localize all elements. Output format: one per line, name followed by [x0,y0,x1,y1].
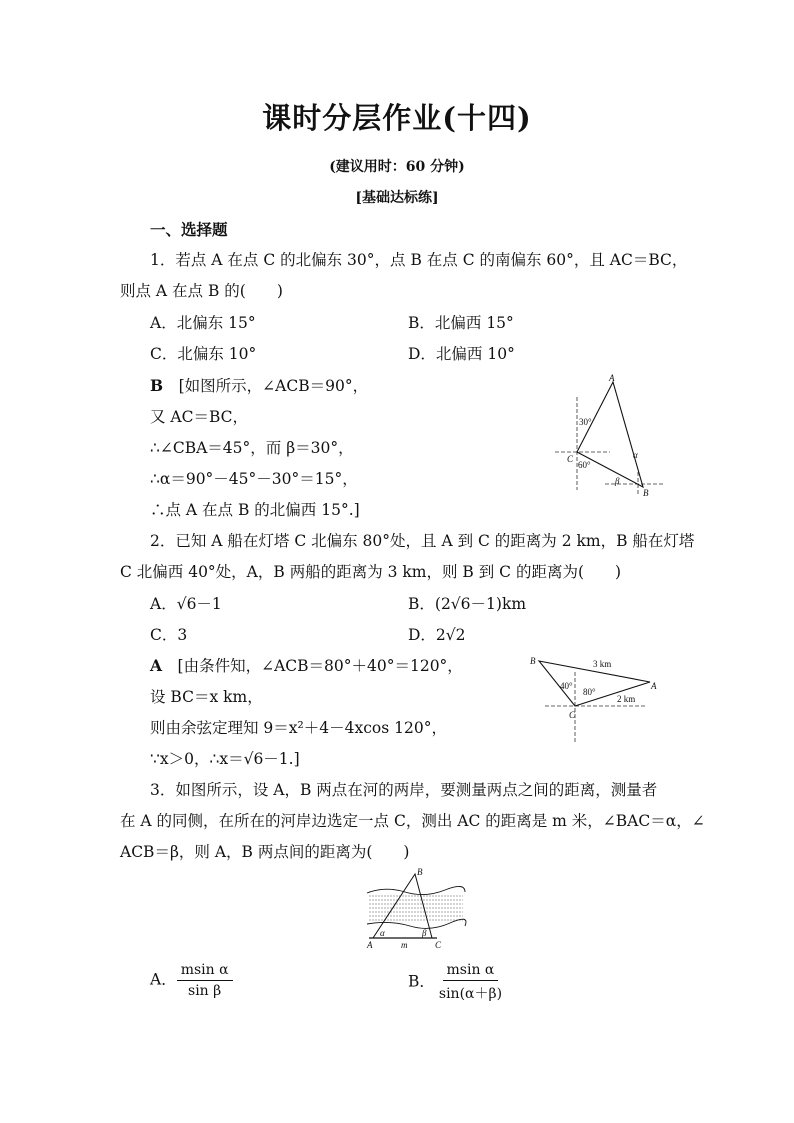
q1-angle-alpha: α [633,450,638,460]
q1-angle-60: 60° [578,460,591,470]
q3-stem-line2: 在 A 的同侧，在所在的河岸边选定一点 C，测出 AC 的距离是 m 米，∠BAC＝α，∠ [120,812,705,830]
q1-option-b: B．北偏西 15° [408,314,514,332]
q1-label-b: B [643,488,649,497]
q3-label-m: m [401,940,408,950]
q2-label-b: B [530,656,536,666]
q1-angle-30: 30° [579,417,592,427]
q1-stem-line2: 则点 A 在点 B 的( ) [120,282,283,300]
q3-label-b: B [417,867,423,877]
q1-angle-beta: β [615,476,620,486]
q2-stem-line1: 2．已知 A 船在灯塔 C 北偏东 80°处，且 A 到 C 的距离为 2 km，B 船在灯塔 [150,532,695,550]
q2-distance-3km: 3 km [593,659,612,669]
q3-option-b: B． $\frac{\text{msin α}}{\sin(\alpha+\beta)}$ [408,962,506,1003]
q3-option-b-fraction: $\frac{\text{msin α}}{\sin(\alpha+\beta)}$ [438,962,503,1002]
q3-stem-line3: ACB＝β，则 A，B 两点间的距离为( ) [120,843,410,861]
q1-solution-line4: ∴α＝90°－45°－30°＝15°， [150,470,358,488]
q1-answer: B [150,376,164,395]
q1-solution-line1: B [如图所示，∠ACB＝90°， [150,376,369,395]
q1-option-c: C．北偏东 10° [150,345,257,363]
q2-option-d: D．2√2 [408,626,466,644]
q3-far-bank [367,886,465,894]
q3-option-a: A． $\frac{\text{msin α}}{\text{sin β}}$ [150,962,233,999]
q3-figure [355,866,470,951]
q2-option-b: B．(2√6－1)km [408,595,527,613]
q3-angle-beta: β [422,928,427,938]
q2-option-c: C．3 [150,626,188,644]
q1-solution-line5: ∴点 A 在点 B 的北偏西 15°.] [150,501,360,519]
q2-distance-2km: 2 km [617,694,636,704]
q2-label-a: A [651,681,657,691]
q3-stem-line1: 3．如图所示，设 A，B 两点在河的两岸，要测量两点之间的距离，测量者 [150,781,658,799]
q1-stem-line1: 1．若点 A 在点 C 的北偏东 30°，点 B 在点 C 的南偏东 60°，且 AC＝BC， [150,251,688,269]
level-label: [基础达标练] [355,190,439,206]
q1-figure [545,372,670,497]
q3-angle-alpha: α [380,928,385,938]
section-heading: 一、选择题 [150,220,228,239]
q1-triangle [577,382,643,487]
q3-option-a-fraction: $\frac{\text{msin α}}{\text{sin β}}$ [177,962,233,999]
q2-stem-line2: C 北偏西 40°处，A，B 两船的距离为 3 km，则 B 到 C 的距离为( ) [120,563,622,581]
q2-solution-line3: 则由余弦定理知 9＝x²＋4－4xcos 120°， [150,719,447,737]
q2-angle-80: 80° [583,687,596,697]
page-title: 课时分层作业(十四) [262,101,532,135]
q2-answer: A [150,656,163,675]
q1-option-a: A．北偏东 15° [150,314,256,332]
q1-solution-line2: 又 AC＝BC， [150,408,249,426]
q2-solution-line1: A [由条件知，∠ACB＝80°＋40°＝120°， [150,656,463,675]
time-note: (建议用时：60 分钟) [329,159,465,175]
q1-solution-line3: ∴∠CBA＝45°，而 β＝30°， [150,439,354,457]
q2-angle-40: 40° [560,681,573,691]
q2-option-a: A．√6－1 [150,595,222,613]
q1-label-a: A [609,373,615,383]
q2-solution-line2: 设 BC＝x km， [150,688,263,706]
q3-label-a: A [367,940,373,950]
q3-label-c: C [435,940,442,950]
q1-label-c: C [567,454,574,464]
q3-river-hatching [369,896,463,920]
q1-option-d: D．北偏西 10° [408,345,515,363]
q2-solution-line4: ∵x＞0，∴x＝√6－1.] [150,750,300,768]
q2-figure [525,652,665,747]
q2-label-c: C [569,710,576,720]
